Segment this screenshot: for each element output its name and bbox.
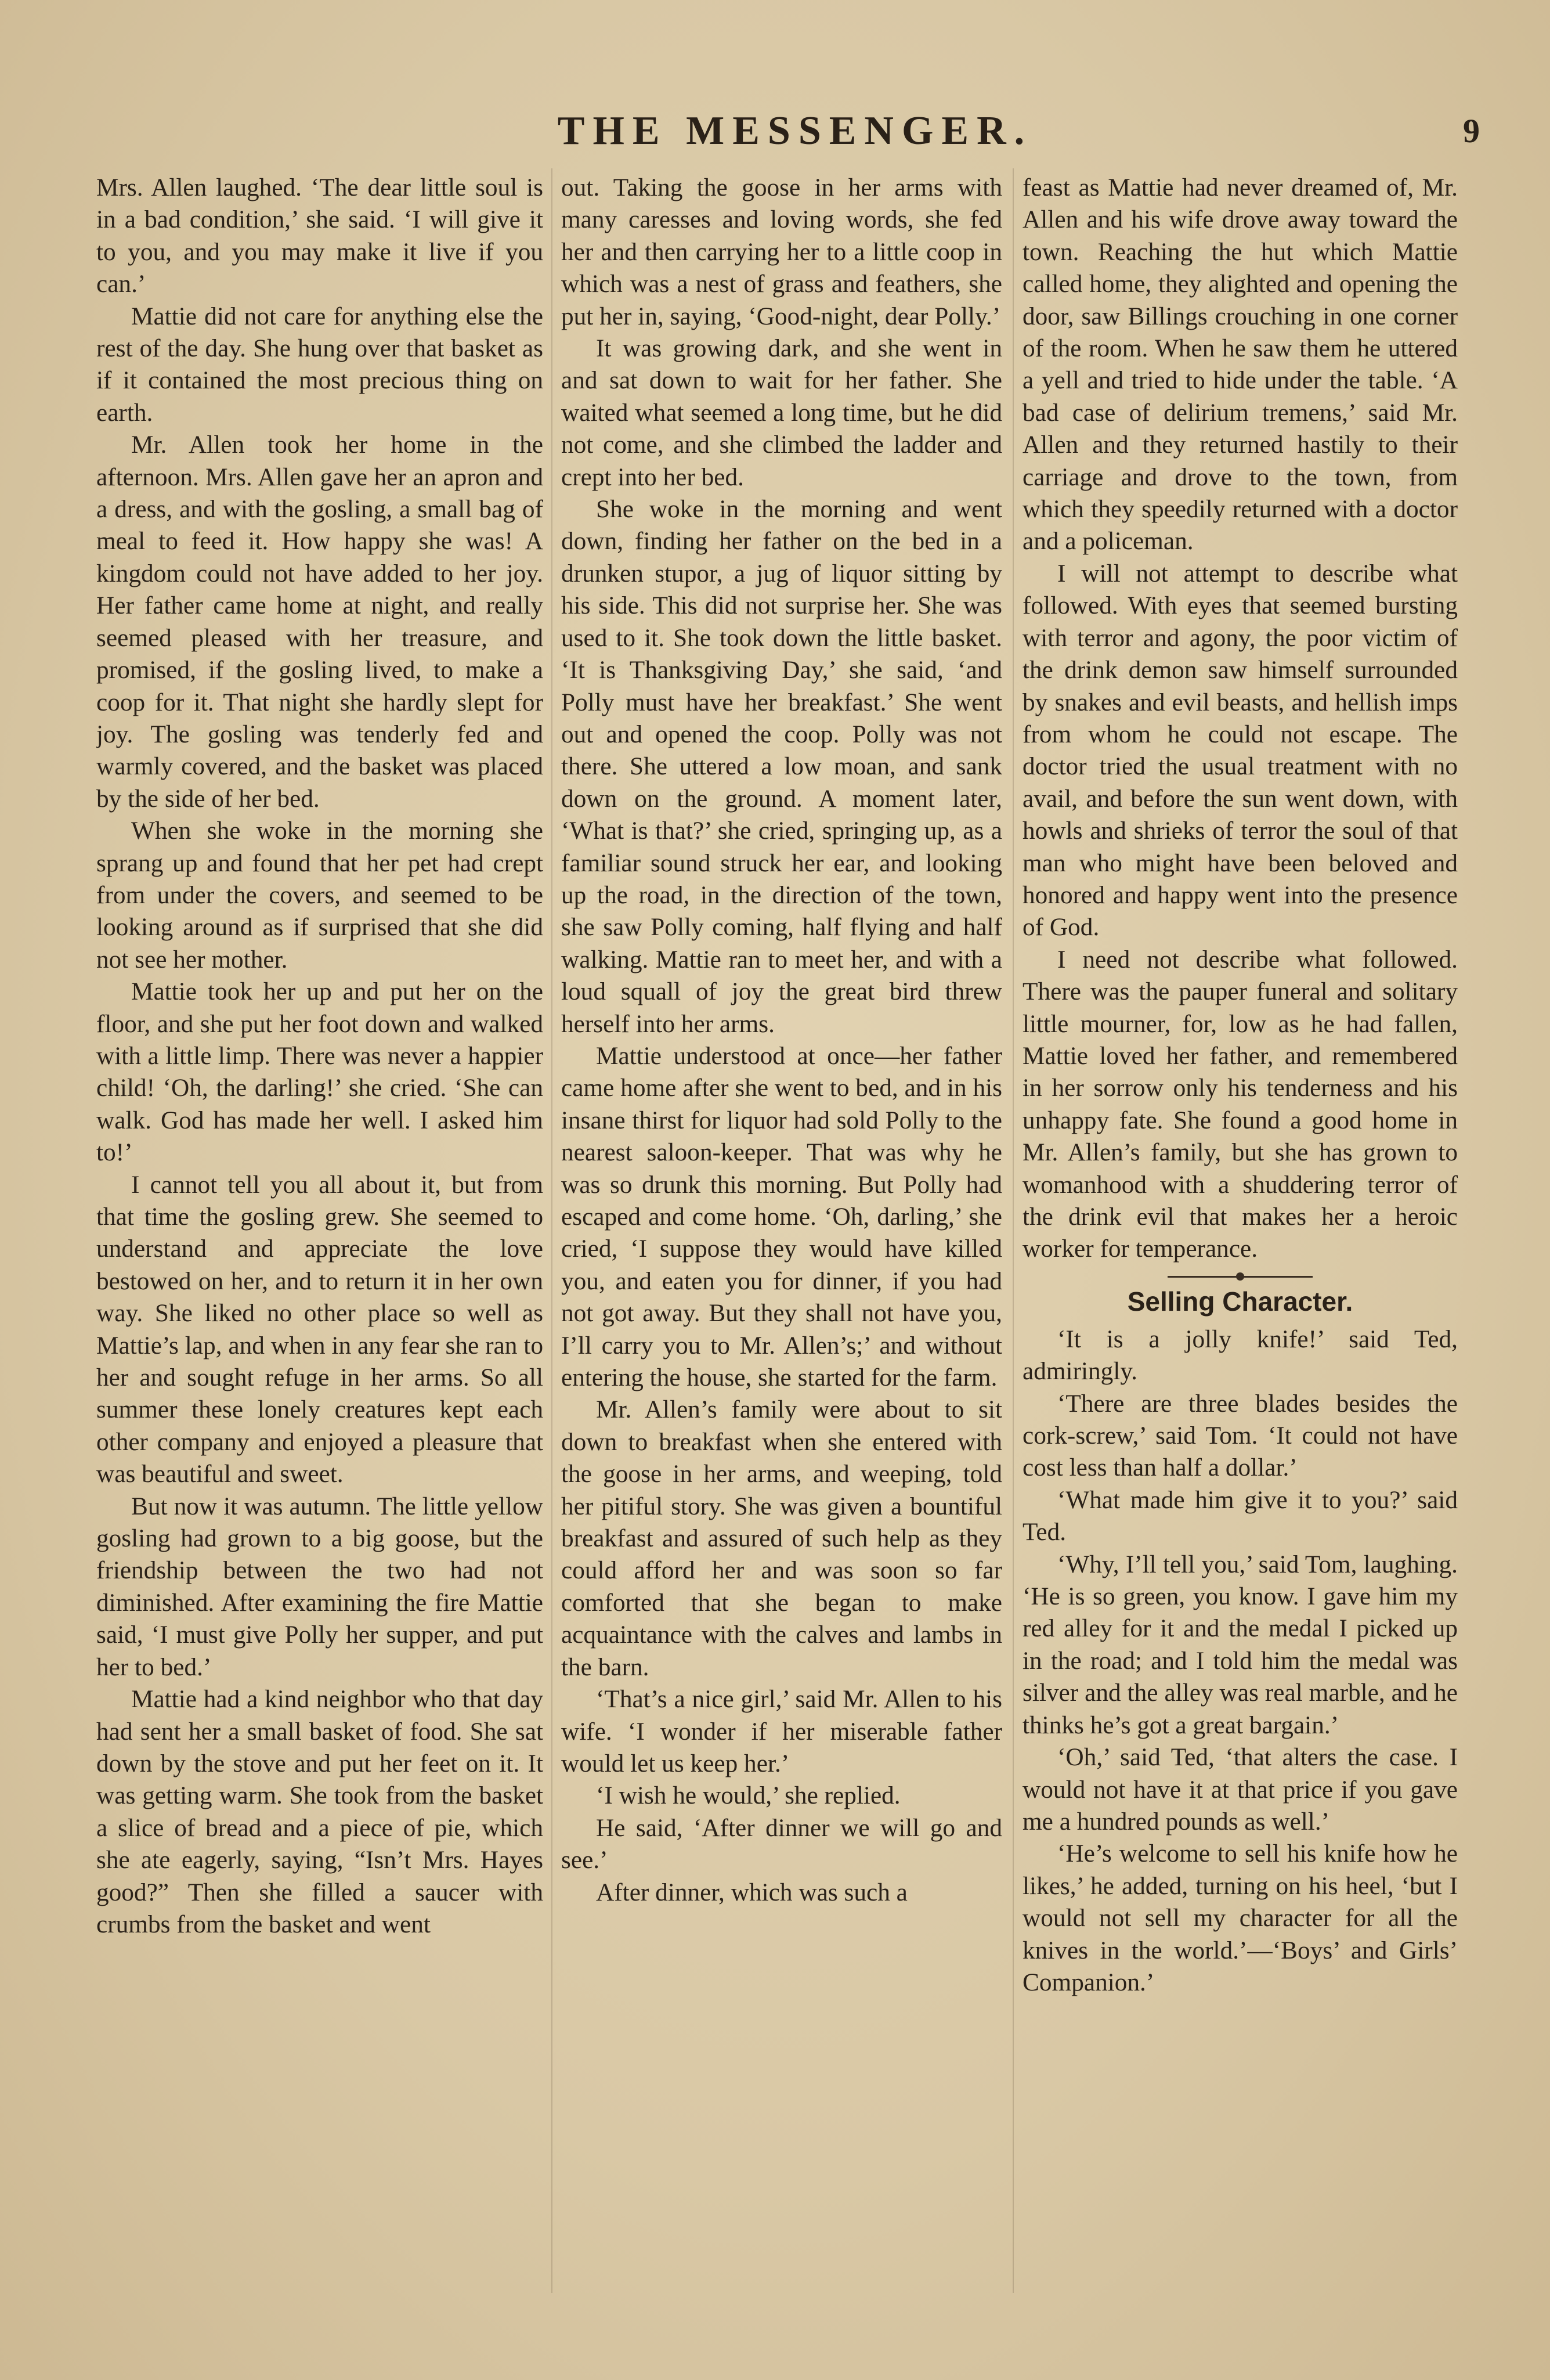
divider-dot: [1236, 1272, 1244, 1281]
paragraph: After dinner, which was such a: [596, 1878, 908, 1906]
paragraph: She woke in the morning and went down, finding her father on the bed in a drunken stupor, a jug of liquor sitting by his side. This did not surprise her. She was used to it. She took down the little basket. ‘It is Thanksgiving Day,’ she said, ‘and Polly must have her breakfast.’ She went out and opened the coop. Polly was not there. She uttered a low moan, and sank down on the ground. A moment later, ‘What is that?’ she cried, springing up, as a familiar sound struck her ear, and looking up the road, in the direction of the town, she saw Polly coming, half flying and half walking. Mattie ran to meet her, and with a loud squall of joy the great bird threw herself into her arms.: [561, 495, 1002, 1038]
masthead: [93, 104, 1497, 163]
paragraph: He said, ‘After dinner we will go and see.’: [561, 1813, 1002, 1874]
paragraph: ‘That’s a nice girl,’ said Mr. Allen to his wife. ‘I wonder if her miserable father would let us keep her.’: [561, 1685, 1002, 1777]
paragraph: ‘Why, I’ll tell you,’ said Tom, laughing. ‘He is so green, you know. I gave him my red alley for it and the medal I picked up in the road; and I told him the medal was silver and the alley was real marble, and he thinks he’s got a great bargain.’: [1023, 1550, 1458, 1739]
paragraph: Mattie did not care for anything else the rest of the day. She hung over that basket as if it contained the most precious thing on earth.: [96, 302, 543, 427]
paragraph: feast as Mattie had never dreamed of, Mr. Allen and his wife drove away toward the town. Reaching the hut which Mattie called home, they alighted and opening the door, saw Billings crouching in one corner of the room. When he saw them he uttered a yell and tried to hide under the table. ‘A bad case of delirium tremens,’ said Mr. Allen and they returned hastily to their carriage and drove to the town, from which they speedily returned with a doctor and a policeman.: [1023, 174, 1458, 556]
paragraph: Mattie took her up and put her on the floor, and she put her foot down and walked with a little limp. There was never a happier child! ‘Oh, the darling!’ she cried. ‘She can walk. God has made her well. I asked him to!’: [96, 978, 543, 1167]
paragraph: But now it was autumn. The little yellow gosling had grown to a big goose, but the friendship between the two had not diminished. After examining the fire Mattie said, ‘I must give Polly her supper, and put her to bed.’: [96, 1492, 543, 1681]
paragraph: I need not describe what followed. There was the pauper funeral and solitary little mourner, for, low as he had fallen, Mattie loved her father, and remembered in her sorrow only his tenderness and his unhappy fate. She found a good home in Mr. Allen’s family, but she has grown to womanhood with a shuddering terror of the drink evil that makes her a heroic worker for temperance.: [1023, 945, 1458, 1263]
paragraph: ‘Oh,’ said Ted, ‘that alters the case. I would not have it at that price if you gave me a hundred pounds as well.’: [1023, 1743, 1458, 1836]
column-3: [1023, 172, 1458, 2291]
publication-title: THE MESSENGER.: [557, 109, 1033, 153]
paragraph: ‘There are three blades besides the cork-screw,’ said Tom. ‘It could not have cost less than half a dollar.’: [1023, 1389, 1458, 1482]
paragraph: Mattie had a kind neighbor who that day had sent her a small basket of food. She sat down by the stove and put her feet on it. It was getting warm. She took from the basket a slice of bread and a piece of pie, which she ate eagerly, saying, “Isn’t Mrs. Hayes good?” Then she filled a saucer with crumbs from the basket and went: [96, 1685, 543, 1938]
column-divider: [1013, 168, 1014, 2293]
paragraph: ‘He’s welcome to sell his knife how he likes,’ he added, turning on his heel, ‘but I would not sell my character for all the knives in the world.’—‘Boys’ and Girls’ Companion.’: [1023, 1840, 1458, 1996]
paragraph: ‘It is a jolly knife!’ said Ted, admiringly.: [1023, 1325, 1458, 1386]
column-2: [561, 172, 1002, 2291]
section-heading: Selling Character.: [1127, 1286, 1353, 1317]
paragraph: Mr. Allen’s family were about to sit down to breakfast when she entered with the goose in her arms, and weeping, told her pitiful story. She was given a bountiful breakfast and assured of such help as they could afford her and was soon so far comforted that she began to make acquaintance with the calves and lambs in the barn.: [561, 1395, 1002, 1681]
paragraph: Mattie understood at once—her father came home after she went to bed, and in his insane thirst for liquor had sold Polly to the nearest saloon-keeper. That was why he was so drunk this morning. But Polly had escaped and come home. ‘Oh, darling,’ she cried, ‘I suppose they would have killed you, and eaten you for dinner, if you had not got away. But they shall not have you, I’ll carry you to Mr. Allen’s;’ and without entering the house, she started for the farm.: [561, 1041, 1002, 1392]
column-1: [96, 172, 543, 2291]
paragraph: ‘What made him give it to you?’ said Ted.: [1023, 1485, 1458, 1546]
section-divider-ornament: [1023, 1270, 1458, 1283]
paragraph: ‘I wish he would,’ she replied.: [596, 1782, 901, 1810]
paragraph: Mrs. Allen laughed. ‘The dear little soul is in a bad condition,’ she said. ‘I will give it to you, and you may make it live if you can.’: [96, 174, 543, 298]
paragraph: I will not attempt to describe what followed. With eyes that seemed bursting with terror and agony, the poor victim of the drink demon saw himself surrounded by snakes and evil beasts, and hellish imps from whom he could not escape. The doctor tried the usual treatment with no avail, and before the sun went down, with howls and shrieks of terror the soul of that man who might have been beloved and honored and happy went into the presence of God.: [1023, 559, 1458, 942]
paragraph: I cannot tell you all about it, but from that time the gosling grew. She seemed to understand and appreciate the love bestowed on her, and to return it in her own way. She liked no other place so well as Mattie’s lap, and when in any fear she ran to her and sought refuge in her arms. So all summer these lonely creatures kept each other company and enjoyed a pleasure that was beautiful and sweet.: [96, 1170, 543, 1488]
column-divider: [551, 168, 552, 2293]
paragraph: It was growing dark, and she went in and sat down to wait for her father. She waited what seemed a long time, but he did not come, and she climbed the ladder and crept into her bed.: [561, 334, 1002, 491]
paragraph: out. Taking the goose in her arms with many caresses and loving words, she fed her and then carrying her to a little coop in which was a nest of grass and feathers, she put her in, saying, ‘Good-night, dear Polly.’: [561, 174, 1002, 330]
page-number: 9: [1463, 112, 1480, 150]
paragraph: Mr. Allen took her home in the afternoon. Mrs. Allen gave her an apron and a dress, and with the gosling, a small bag of meal to feed it. How happy she was! A kingdom could not have added to her joy. Her father came home at night, and really seemed pleased with her treasure, and promised, if the gosling lived, to make a coop for it. That night she hardly slept for joy. The gosling was tenderly fed and warmly covered, and the basket was placed by the side of her bed.: [96, 431, 543, 813]
paragraph: When she woke in the morning she sprang up and found that her pet had crept from under the covers, and seemed to be looking around as if surprised that she did not see her mother.: [96, 817, 543, 973]
